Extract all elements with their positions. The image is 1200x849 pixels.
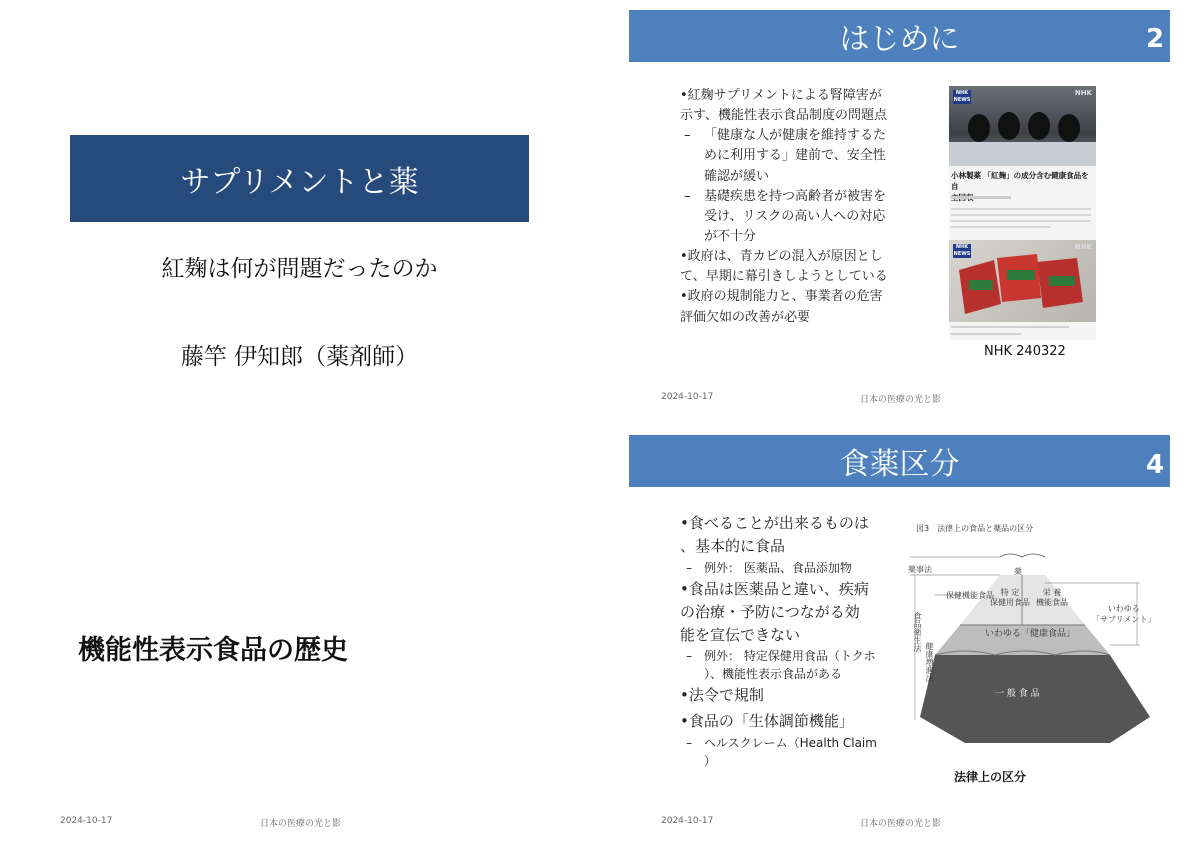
slide4-sub-bullet-1: – 例外： 医薬品、食品添加物 <box>680 559 900 578</box>
slide3-footer-date: 2024-10-17 <box>60 816 113 826</box>
slide2-footer-text: 日本の医療の光と影 <box>860 395 942 405</box>
slide2-footer-date: 2024-10-17 <box>661 392 714 402</box>
slide2-sub-line: 受け、リスクの高い人への対応 <box>704 208 886 224</box>
slide4-bullet-1 <box>680 512 900 559</box>
slide2-sub-line: 確認が緩い <box>704 168 770 184</box>
diagram-label-eiyo <box>1036 588 1068 608</box>
diagram-label-health-promotion-law: 健康増進法 <box>925 642 934 682</box>
slide4-bullet-4: •食品の「生体調節機能」 <box>680 711 854 730</box>
slide2-bullet-line: 評価欠如の改善が必要 <box>680 309 811 325</box>
slide4-footer-text: 日本の医療の光と影 <box>860 819 942 829</box>
diagram-label-hoken: 保健機能食品 <box>946 591 994 600</box>
slide4-header-bar <box>629 435 1170 487</box>
slide2-sub-bullet-1: – 「健康な人が健康を維持するた めに利用する」建前で、安全性 確認が緩い <box>680 126 905 186</box>
slide2-sub-line: 基礎疾患を持つ高齢者が被害を <box>704 188 887 204</box>
news-source-caption: NHK 240322 <box>984 344 1066 359</box>
slide4-bullet-line: •食品は医薬品と違い、疾病 <box>680 579 869 598</box>
food-drug-classification-diagram <box>905 545 1165 745</box>
slide2-sub-bullet-2: – 基礎疾患を持つ高齢者が被害を 受け、リスクの高い人への対応 が不十分 <box>680 187 905 247</box>
slide1-author: 藤竿 伊知郎（薬剤師） <box>180 344 419 370</box>
slide3-title: 機能性表示食品の歴史 <box>78 635 348 666</box>
slide4-bullet-2 <box>680 578 900 648</box>
diagram-label-drug: 薬 <box>1014 567 1022 576</box>
diagram-drug-zone <box>1000 557 1045 575</box>
news-body-text-lines <box>951 196 1094 236</box>
slide1-title-box <box>70 135 529 222</box>
slide2-title: はじめに <box>839 22 960 57</box>
slide4-body <box>680 512 900 770</box>
diagram-label-food-sanitation-law: 食品衛生法 <box>913 612 922 652</box>
diagram-label-yakuji: 薬事法 <box>908 565 932 574</box>
nhk-watermark: NHK <box>1074 89 1092 97</box>
slide2-sub-line: めに利用する」建前で、安全性 <box>704 148 886 164</box>
slide2-number: 2 <box>1146 24 1165 54</box>
diagram-label-supplement-line: 「サプリメント」 <box>1092 615 1156 624</box>
diagram-label-tokuho <box>990 588 1030 608</box>
nhk-watermark: NHK <box>1074 243 1092 251</box>
slide2-sub-line: 「健康な人が健康を維持するた <box>704 128 887 144</box>
slide4-sub-bullet-3: – ヘルスクレーム（Health Claim ） <box>680 734 900 770</box>
diagram-label-ippan: 一 般 食 品 <box>995 689 1040 699</box>
nhk-news-logo: NHK NEWS <box>953 244 971 257</box>
diagram-label-kenko: いわゆる「健康食品」 <box>985 629 1076 639</box>
news-photo-product-boxes <box>949 240 1096 322</box>
slide4-number: 4 <box>1146 450 1165 480</box>
diagram-label-eiyo-line: 栄 養 <box>1042 588 1062 597</box>
nhk-news-logo: NHK NEWS <box>953 90 971 103</box>
diagram-label-supplement <box>1092 603 1156 625</box>
slide2-bullet-line: •政府の規制能力と、事業者の危害 <box>680 289 883 305</box>
slide4-sub-line: ヘルスクレーム（Health Claim <box>704 736 877 751</box>
diagram-label-eiyo-line: 機能食品 <box>1036 598 1068 607</box>
news-photo-press-conference <box>949 86 1096 166</box>
slide2-header-bar <box>629 10 1170 62</box>
slide2-bullet-line: •紅麹サプリメントによる腎障害が <box>680 88 882 103</box>
diagram-general-food-zone <box>920 655 1150 743</box>
slide2-bullet-line: て、早期に幕引きしようとしている <box>680 269 888 285</box>
slide1-title: サプリメントと薬 <box>180 164 419 200</box>
slide4-footer-date: 2024-10-17 <box>661 816 714 826</box>
diagram-caption: 図3 法律上の食品と薬品の区分 <box>916 524 1034 533</box>
product-boxes <box>949 240 1096 322</box>
slide1-subtitle: 紅麹は何が問題だったのか <box>161 256 438 282</box>
diagram-label-tokuho-line: 保健用食品 <box>990 598 1030 607</box>
slide4-bullet-line: •食べることが出来るものは <box>680 514 869 532</box>
slide2-bullet-line: 示す、機能性表示食品制度の問題点 <box>680 108 887 124</box>
slide4-bullet-line: 、基本的に食品 <box>680 537 786 556</box>
slide2-bullet-line: •政府は、青カビの混入が原因とし <box>680 249 883 265</box>
slide2-body <box>680 86 905 328</box>
news-headline-line-1: 小林製薬 「紅麹」の成分含む健康食品を自 <box>951 171 1089 191</box>
diagram-label-supplement-line: いわゆる <box>1107 604 1140 613</box>
slide4-sub-bullet-2: – 例外： 特定保健用食品（トクホ ）、機能性表示食品がある <box>680 647 900 683</box>
slide3-footer-text: 日本の医療の光と影 <box>260 819 342 829</box>
slide4-bullet-line: 能を宣伝できない <box>680 626 801 645</box>
slide4-sub-line: 例外： 特定保健用食品（トクホ <box>704 649 876 664</box>
slide4-sub-line: ）、機能性表示食品がある <box>704 667 843 682</box>
news-caption-lines <box>951 325 1071 339</box>
slide4-bullet-line: の治療・予防につながる効 <box>680 602 860 621</box>
slide4-sub-line: 例外： 医薬品、食品添加物 <box>704 560 852 575</box>
slide2-sub-line: が不十分 <box>704 228 757 244</box>
press-conference-figures <box>949 86 1096 166</box>
slide4-title: 食薬区分 <box>839 447 960 482</box>
diagram-legal-classification-label: 法律上の区分 <box>954 770 1027 784</box>
slide4-sub-line: ） <box>704 754 717 769</box>
slide4-bullet-3: •法令で規制 <box>680 686 764 705</box>
diagram-label-tokuho-line: 特 定 <box>1000 588 1020 597</box>
